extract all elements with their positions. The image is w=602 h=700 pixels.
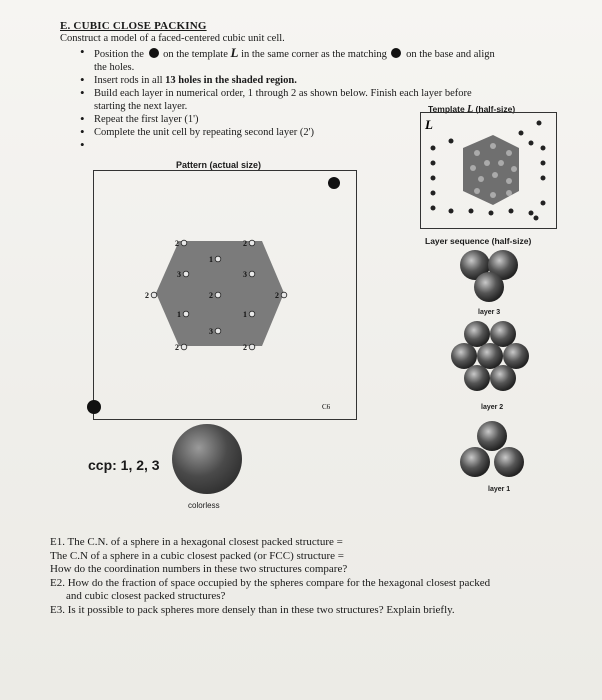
template-corner-l: L [425, 117, 433, 132]
pattern-hole-label: 3 [243, 270, 247, 279]
black-dot-icon [149, 48, 159, 58]
pattern-hole [249, 240, 255, 246]
pattern-hole-label: 1 [209, 255, 213, 264]
layer-2-diagram [447, 320, 537, 400]
pattern-diagram [93, 170, 357, 420]
pattern-hole [215, 256, 221, 262]
pattern-hole-label: 2 [209, 291, 213, 300]
instruction-4: • Repeat the first layer (1') [80, 113, 550, 126]
layer-sequence-title: Layer sequence (half-size) [425, 236, 532, 246]
pattern-hole-label: 2 [243, 343, 247, 352]
black-dot-icon [391, 48, 401, 58]
sphere-icon [503, 343, 529, 369]
pattern-hole [181, 240, 187, 246]
layer-3-diagram [455, 247, 525, 307]
question-e1-a: E1. The C.N. of a sphere in a hexagonal closest packed structure = [50, 536, 343, 548]
instruction-2: • Insert rods in all 13 holes in the shaded region. [80, 74, 550, 87]
pattern-hole [249, 271, 255, 277]
questions-block [50, 536, 580, 617]
section-intro: Construct a model of a faced-centered cubic unit cell. [60, 33, 285, 44]
pattern-hole [249, 344, 255, 350]
pattern-svg [94, 171, 356, 419]
template-svg [421, 113, 556, 228]
pattern-hole [181, 344, 187, 350]
template-title: Template L (half-size) [428, 104, 516, 115]
question-e2-a: E2. How do the fraction of space occupied by the spheres compare for the hexagonal closest packed [50, 576, 491, 589]
pattern-bottom-left-marker [87, 400, 101, 414]
sphere-icon [477, 421, 507, 451]
question-e1-c: How do the coordination numbers in these two structures compare? [50, 563, 348, 575]
sphere-icon [460, 447, 490, 477]
pattern-hole [151, 292, 157, 298]
pattern-hole-label: 2 [145, 291, 149, 300]
pattern-hole [215, 292, 221, 298]
pattern-hole-label: 3 [209, 327, 213, 336]
pattern-hole-label: 1 [177, 310, 181, 319]
sphere-icon [490, 321, 516, 347]
sphere-icon [464, 321, 490, 347]
pattern-hole [249, 311, 255, 317]
pattern-corner-marker [328, 177, 340, 189]
instruction-5: • Complete the unit cell by repeating second layer (2') [80, 126, 550, 139]
pattern-hole [215, 328, 221, 334]
sphere-icon [474, 272, 504, 302]
pattern-title: Pattern (actual size) [176, 160, 262, 170]
instruction-1: • Position the on the template L in the same corner as the matching on the base and align [80, 46, 550, 61]
template-l-symbol: L [230, 45, 239, 60]
instruction-3: • Build each layer in numerical order, 1 through 2 as shown below. Finish each layer before [80, 87, 550, 100]
sphere-icon [494, 447, 524, 477]
colorless-sphere [172, 424, 242, 494]
sphere-icon [464, 365, 490, 391]
pattern-hole-label: 2 [243, 239, 247, 248]
instruction-1-continued: the holes. [94, 62, 135, 73]
instruction-3-continued: starting the next layer. [94, 101, 188, 112]
pattern-corner-label: C6 [322, 403, 331, 411]
sphere-icon [477, 343, 503, 369]
ccp-label: ccp: 1, 2, 3 [88, 457, 160, 473]
template-diagram [420, 112, 557, 229]
pattern-hole-label: 3 [177, 270, 181, 279]
layer-2-label: layer 2 [481, 404, 504, 411]
pattern-hole [281, 292, 287, 298]
section-heading: E. CUBIC CLOSE PACKING [60, 20, 207, 32]
pattern-hole-label: 1 [243, 310, 247, 319]
layer-1-label: layer 1 [488, 486, 511, 493]
question-e1-b: The C.N of a sphere in a cubic closest packed (or FCC) structure = [50, 549, 344, 562]
pattern-hole-label: 2 [275, 291, 279, 300]
layer-3-label: layer 3 [478, 309, 501, 316]
pattern-hole-label: 2 [175, 343, 179, 352]
pattern-hole-label: 2 [175, 239, 179, 248]
sphere-icon [451, 343, 477, 369]
question-e3: E3. Is it possible to pack spheres more densely than in these two structures? Explain briefly. [50, 603, 455, 616]
layer-1-diagram [455, 420, 530, 482]
sphere-caption: colorless [188, 501, 220, 510]
pattern-hole [183, 311, 189, 317]
pattern-hole [183, 271, 189, 277]
question-e2-b: and cubic closest packed structures? [66, 590, 226, 602]
sphere-icon [490, 365, 516, 391]
